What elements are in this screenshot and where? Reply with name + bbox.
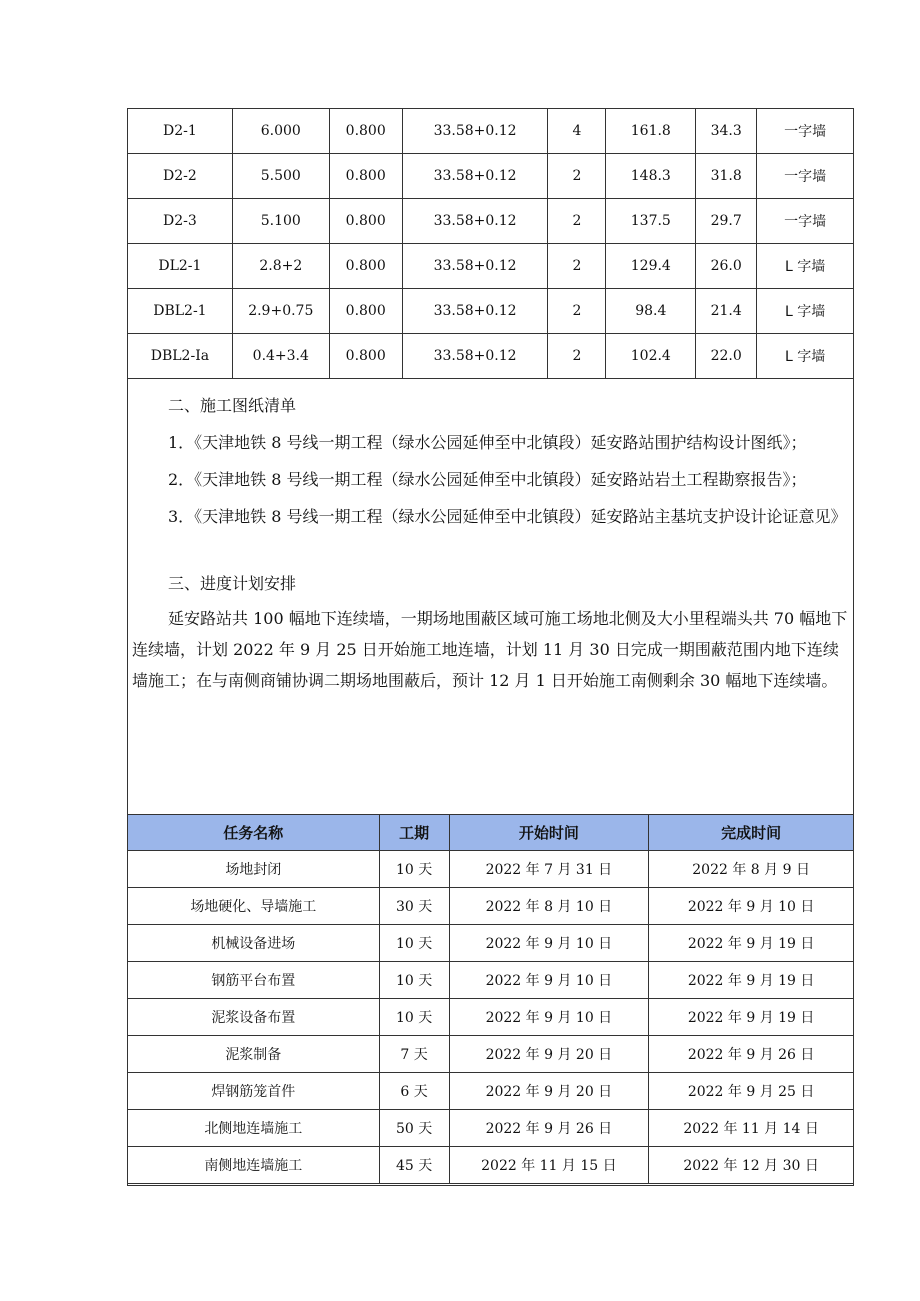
table-row: [128, 925, 854, 962]
section-3-heading: 三、进度计划安排: [168, 574, 297, 593]
schedule-task-cell: 场地硬化、导墙施工: [128, 888, 380, 925]
schedule-task-cell: 泥浆设备布置: [128, 999, 380, 1036]
wall-table: [127, 108, 854, 379]
schedule-start-cell: 2022 年 9 月 26 日: [449, 1110, 649, 1147]
schedule-task-cell: 场地封闭: [128, 851, 380, 888]
wall-wall-type-cell: 一字墙: [757, 109, 854, 154]
schedule-table: [127, 814, 854, 1184]
wall-count-cell: 4: [548, 109, 606, 154]
wall-wall-type-cell: L 字墙: [757, 334, 854, 379]
schedule-start-cell: 2022 年 9 月 10 日: [449, 962, 649, 999]
drawing-item-1: 1．《天津地铁 8 号线一期工程（绿水公园延伸至中北镇段）延安路站围护结构设计图纸》；: [168, 433, 807, 452]
wall-steel-cell: 29.7: [696, 199, 757, 244]
schedule-duration-cell: 10 天: [379, 999, 449, 1036]
wall-wall-id-cell: DBL2-Ia: [128, 334, 233, 379]
schedule-start-cell: 2022 年 7 月 31 日: [449, 851, 649, 888]
schedule-end-cell: 2022 年 12 月 30 日: [649, 1147, 854, 1184]
schedule-task-cell: 南侧地连墙施工: [128, 1147, 380, 1184]
wall-wall-type-cell: L 字墙: [757, 244, 854, 289]
wall-length-cell: 6.000: [232, 109, 329, 154]
wall-length-cell: 2.9+0.75: [232, 289, 329, 334]
table-row: [128, 888, 854, 925]
schedule-duration-cell: 45 天: [379, 1147, 449, 1184]
wall-wall-id-cell: D2-3: [128, 199, 233, 244]
table-row: [128, 244, 854, 289]
section-2: [132, 390, 850, 532]
wall-wall-id-cell: DBL2-1: [128, 289, 233, 334]
table-row: [128, 154, 854, 199]
wall-wall-id-cell: DL2-1: [128, 244, 233, 289]
table-row: [128, 1110, 854, 1147]
schedule-task-cell: 泥浆制备: [128, 1036, 380, 1073]
wall-wall-type-cell: L 字墙: [757, 289, 854, 334]
table-row: [128, 199, 854, 244]
header-start: 开始时间: [449, 815, 649, 851]
schedule-start-cell: 2022 年 9 月 20 日: [449, 1036, 649, 1073]
wall-concrete-cell: 102.4: [606, 334, 696, 379]
schedule-end-cell: 2022 年 11 月 14 日: [649, 1110, 854, 1147]
table-row: [128, 334, 854, 379]
wall-steel-cell: 34.3: [696, 109, 757, 154]
wall-wall-id-cell: D2-2: [128, 154, 233, 199]
wall-count-cell: 2: [548, 199, 606, 244]
wall-length-cell: 5.500: [232, 154, 329, 199]
wall-wall-type-cell: 一字墙: [757, 199, 854, 244]
header-end: 完成时间: [649, 815, 854, 851]
table-row: [128, 1147, 854, 1184]
wall-thickness-cell: 0.800: [329, 109, 402, 154]
schedule-end-cell: 2022 年 9 月 26 日: [649, 1036, 854, 1073]
wall-length-cell: 2.8+2: [232, 244, 329, 289]
schedule-task-cell: 钢筋平台布置: [128, 962, 380, 999]
schedule-task-cell: 焊钢筋笼首件: [128, 1073, 380, 1110]
schedule-start-cell: 2022 年 11 月 15 日: [449, 1147, 649, 1184]
wall-concrete-cell: 129.4: [606, 244, 696, 289]
wall-wall-id-cell: D2-1: [128, 109, 233, 154]
wall-thickness-cell: 0.800: [329, 154, 402, 199]
wall-thickness-cell: 0.800: [329, 244, 402, 289]
drawing-item-3: 3．《天津地铁 8 号线一期工程（绿水公园延伸至中北镇段）延安路站主基坑支护设计论证意见》: [168, 507, 847, 526]
table-row: [128, 962, 854, 999]
wall-thickness-cell: 0.800: [329, 199, 402, 244]
wall-count-cell: 2: [548, 289, 606, 334]
schedule-end-cell: 2022 年 9 月 25 日: [649, 1073, 854, 1110]
wall-count-cell: 2: [548, 154, 606, 199]
wall-depth-cell: 33.58+0.12: [402, 334, 548, 379]
wall-concrete-cell: 98.4: [606, 289, 696, 334]
schedule-duration-cell: 10 天: [379, 851, 449, 888]
header-duration: 工期: [379, 815, 449, 851]
wall-depth-cell: 33.58+0.12: [402, 244, 548, 289]
wall-steel-cell: 21.4: [696, 289, 757, 334]
schedule-end-cell: 2022 年 9 月 19 日: [649, 925, 854, 962]
schedule-paragraph: 延安路站共 100 幅地下连续墙，一期场地围蔽区域可施工场地北侧及大小里程端头共 70 幅地下连续墙，计划 2022 年 9 月 25 日开始施工地连墙，计划 11 月 30 日完成一期围蔽范围内地下连续墙施工；在与南侧商铺协调二期场地围蔽后，预计 12 月 1 日开始施工南侧剩余 30 幅地下连续墙。: [132, 609, 848, 690]
schedule-duration-cell: 7 天: [379, 1036, 449, 1073]
wall-concrete-cell: 137.5: [606, 199, 696, 244]
schedule-duration-cell: 50 天: [379, 1110, 449, 1147]
schedule-duration-cell: 10 天: [379, 962, 449, 999]
schedule-end-cell: 2022 年 9 月 19 日: [649, 999, 854, 1036]
table-row: [128, 289, 854, 334]
schedule-start-cell: 2022 年 9 月 10 日: [449, 925, 649, 962]
table-row: [128, 109, 854, 154]
wall-depth-cell: 33.58+0.12: [402, 109, 548, 154]
schedule-start-cell: 2022 年 9 月 20 日: [449, 1073, 649, 1110]
wall-steel-cell: 26.0: [696, 244, 757, 289]
schedule-start-cell: 2022 年 8 月 10 日: [449, 888, 649, 925]
wall-count-cell: 2: [548, 334, 606, 379]
schedule-start-cell: 2022 年 9 月 10 日: [449, 999, 649, 1036]
wall-concrete-cell: 161.8: [606, 109, 696, 154]
schedule-duration-cell: 30 天: [379, 888, 449, 925]
schedule-end-cell: 2022 年 9 月 19 日: [649, 962, 854, 999]
schedule-duration-cell: 6 天: [379, 1073, 449, 1110]
wall-wall-type-cell: 一字墙: [757, 154, 854, 199]
drawing-item-2: 2．《天津地铁 8 号线一期工程（绿水公园延伸至中北镇段）延安路站岩土工程勘察报告》；: [168, 470, 807, 489]
table-row: [128, 999, 854, 1036]
section-2-heading: 二、施工图纸清单: [168, 396, 297, 415]
table-row: [128, 1036, 854, 1073]
wall-thickness-cell: 0.800: [329, 289, 402, 334]
schedule-header-row: [128, 815, 854, 851]
wall-length-cell: 0.4+3.4: [232, 334, 329, 379]
schedule-task-cell: 北侧地连墙施工: [128, 1110, 380, 1147]
schedule-task-cell: 机械设备进场: [128, 925, 380, 962]
wall-depth-cell: 33.58+0.12: [402, 154, 548, 199]
wall-steel-cell: 22.0: [696, 334, 757, 379]
table-row: [128, 851, 854, 888]
wall-thickness-cell: 0.800: [329, 334, 402, 379]
schedule-end-cell: 2022 年 8 月 9 日: [649, 851, 854, 888]
wall-depth-cell: 33.58+0.12: [402, 199, 548, 244]
wall-concrete-cell: 148.3: [606, 154, 696, 199]
wall-steel-cell: 31.8: [696, 154, 757, 199]
table-row: [128, 1073, 854, 1110]
header-task: 任务名称: [128, 815, 380, 851]
schedule-duration-cell: 10 天: [379, 925, 449, 962]
wall-depth-cell: 33.58+0.12: [402, 289, 548, 334]
wall-length-cell: 5.100: [232, 199, 329, 244]
wall-count-cell: 2: [548, 244, 606, 289]
section-3: [132, 568, 850, 696]
schedule-end-cell: 2022 年 9 月 10 日: [649, 888, 854, 925]
